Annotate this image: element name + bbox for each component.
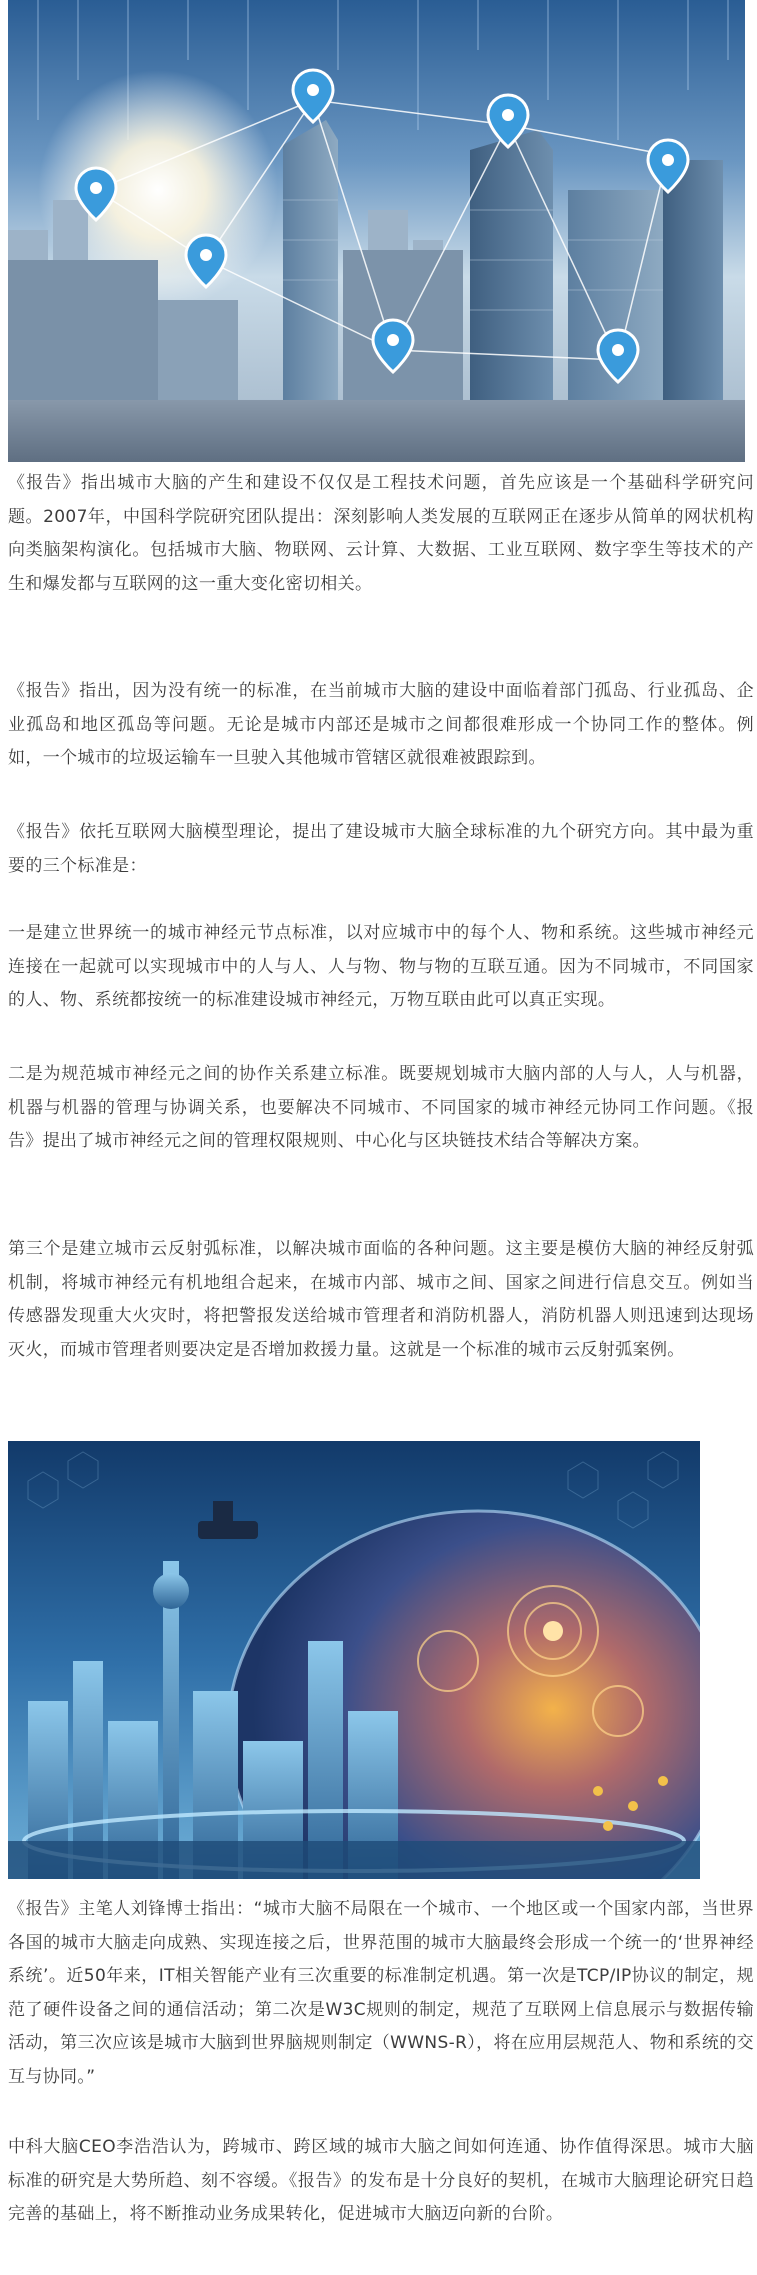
- paragraph-8: 中科大脑CEO李浩浩认为，跨城市、跨区域的城市大脑之间如何连通、协作值得深思。城市大脑标准的研究是大势所趋、刻不容缓。《报告》的发布是十分良好的契机，在城市大脑理论研究日趋完善的基础上，将不断推动业务成果转化，促进城市大脑迈向新的台阶。: [8, 2137, 754, 2224]
- paragraph-2: 《报告》指出，因为没有统一的标准，在当前城市大脑的建设中面临着部门孤岛、行业孤岛、企业孤岛和地区孤岛等问题。无论是城市内部还是城市之间都很难形成一个协同工作的整体。例如，一个城市的垃圾运输车一旦驶入其他城市管辖区就很难被跟踪到。: [8, 681, 754, 768]
- paragraph-7: 《报告》主笔人刘锋博士指出：“城市大脑不局限在一个城市、一个地区或一个国家内部，当世界各国的城市大脑走向成熟、实现连接之后，世界范围的城市大脑最终会形成一个统一的‘世界神经系统’。近50年来，IT相关智能产业有三次重要的标准制定机遇。第一次是TCP/IP协议的制定，规范了硬件设备之间的通信活动；第二次是W3C规则的制定，规范了互联网上信息展示与数据传输活动，第三次应该是城市大脑到世界脑规则制定（WWNS-R），将在应用层规范人、物和系统的交互与协同。”: [8, 1899, 754, 2087]
- city-brain-illustration-icon: [8, 1441, 700, 1879]
- paragraph-1: 《报告》指出城市大脑的产生和建设不仅仅是工程技术问题，首先应该是一个基础科学研究问题。2007年，中国科学院研究团队提出：深刻影响人类发展的互联网正在逐步从简单的网状机构向类脑架构演化。包括城市大脑、物联网、云计算、大数据、工业互联网、数字孪生等技术的产生和爆发都与互联网的这一重大变化密切相关。: [8, 473, 754, 594]
- paragraph-3: 《报告》依托互联网大脑模型理论，提出了建设城市大脑全球标准的九个研究方向。其中最为重要的三个标准是：: [8, 822, 754, 876]
- city-network-photo-icon: [8, 0, 745, 462]
- paragraph-5: 二是为规范城市神经元之间的协作关系建立标准。既要规划城市大脑内部的人与人，人与机器，机器与机器的管理与协调关系，也要解决不同城市、不同国家的城市神经元协同工作问题。《报告》提出了城市神经元之间的管理权限规则、中心化与区块链技术结合等解决方案。: [8, 1064, 754, 1151]
- city-brain-image: [8, 1441, 700, 1879]
- paragraph-6: 第三个是建立城市云反射弧标准，以解决城市面临的各种问题。这主要是模仿大脑的神经反射弧机制，将城市神经元有机地组合起来，在城市内部、城市之间、国家之间进行信息交互。例如当传感器发现重大火灾时，将把警报发送给城市管理者和消防机器人，消防机器人则迅速到达现场灭火，而城市管理者则要决定是否增加救援力量。这就是一个标准的城市云反射弧案例。: [8, 1239, 754, 1360]
- city-network-image: [8, 0, 745, 462]
- paragraph-4: 一是建立世界统一的城市神经元节点标准，以对应城市中的每个人、物和系统。这些城市神经元连接在一起就可以实现城市中的人与人、人与物、物与物的互联互通。因为不同城市，不同国家的人、物、系统都按统一的标准建设城市神经元，万物互联由此可以真正实现。: [8, 923, 754, 1010]
